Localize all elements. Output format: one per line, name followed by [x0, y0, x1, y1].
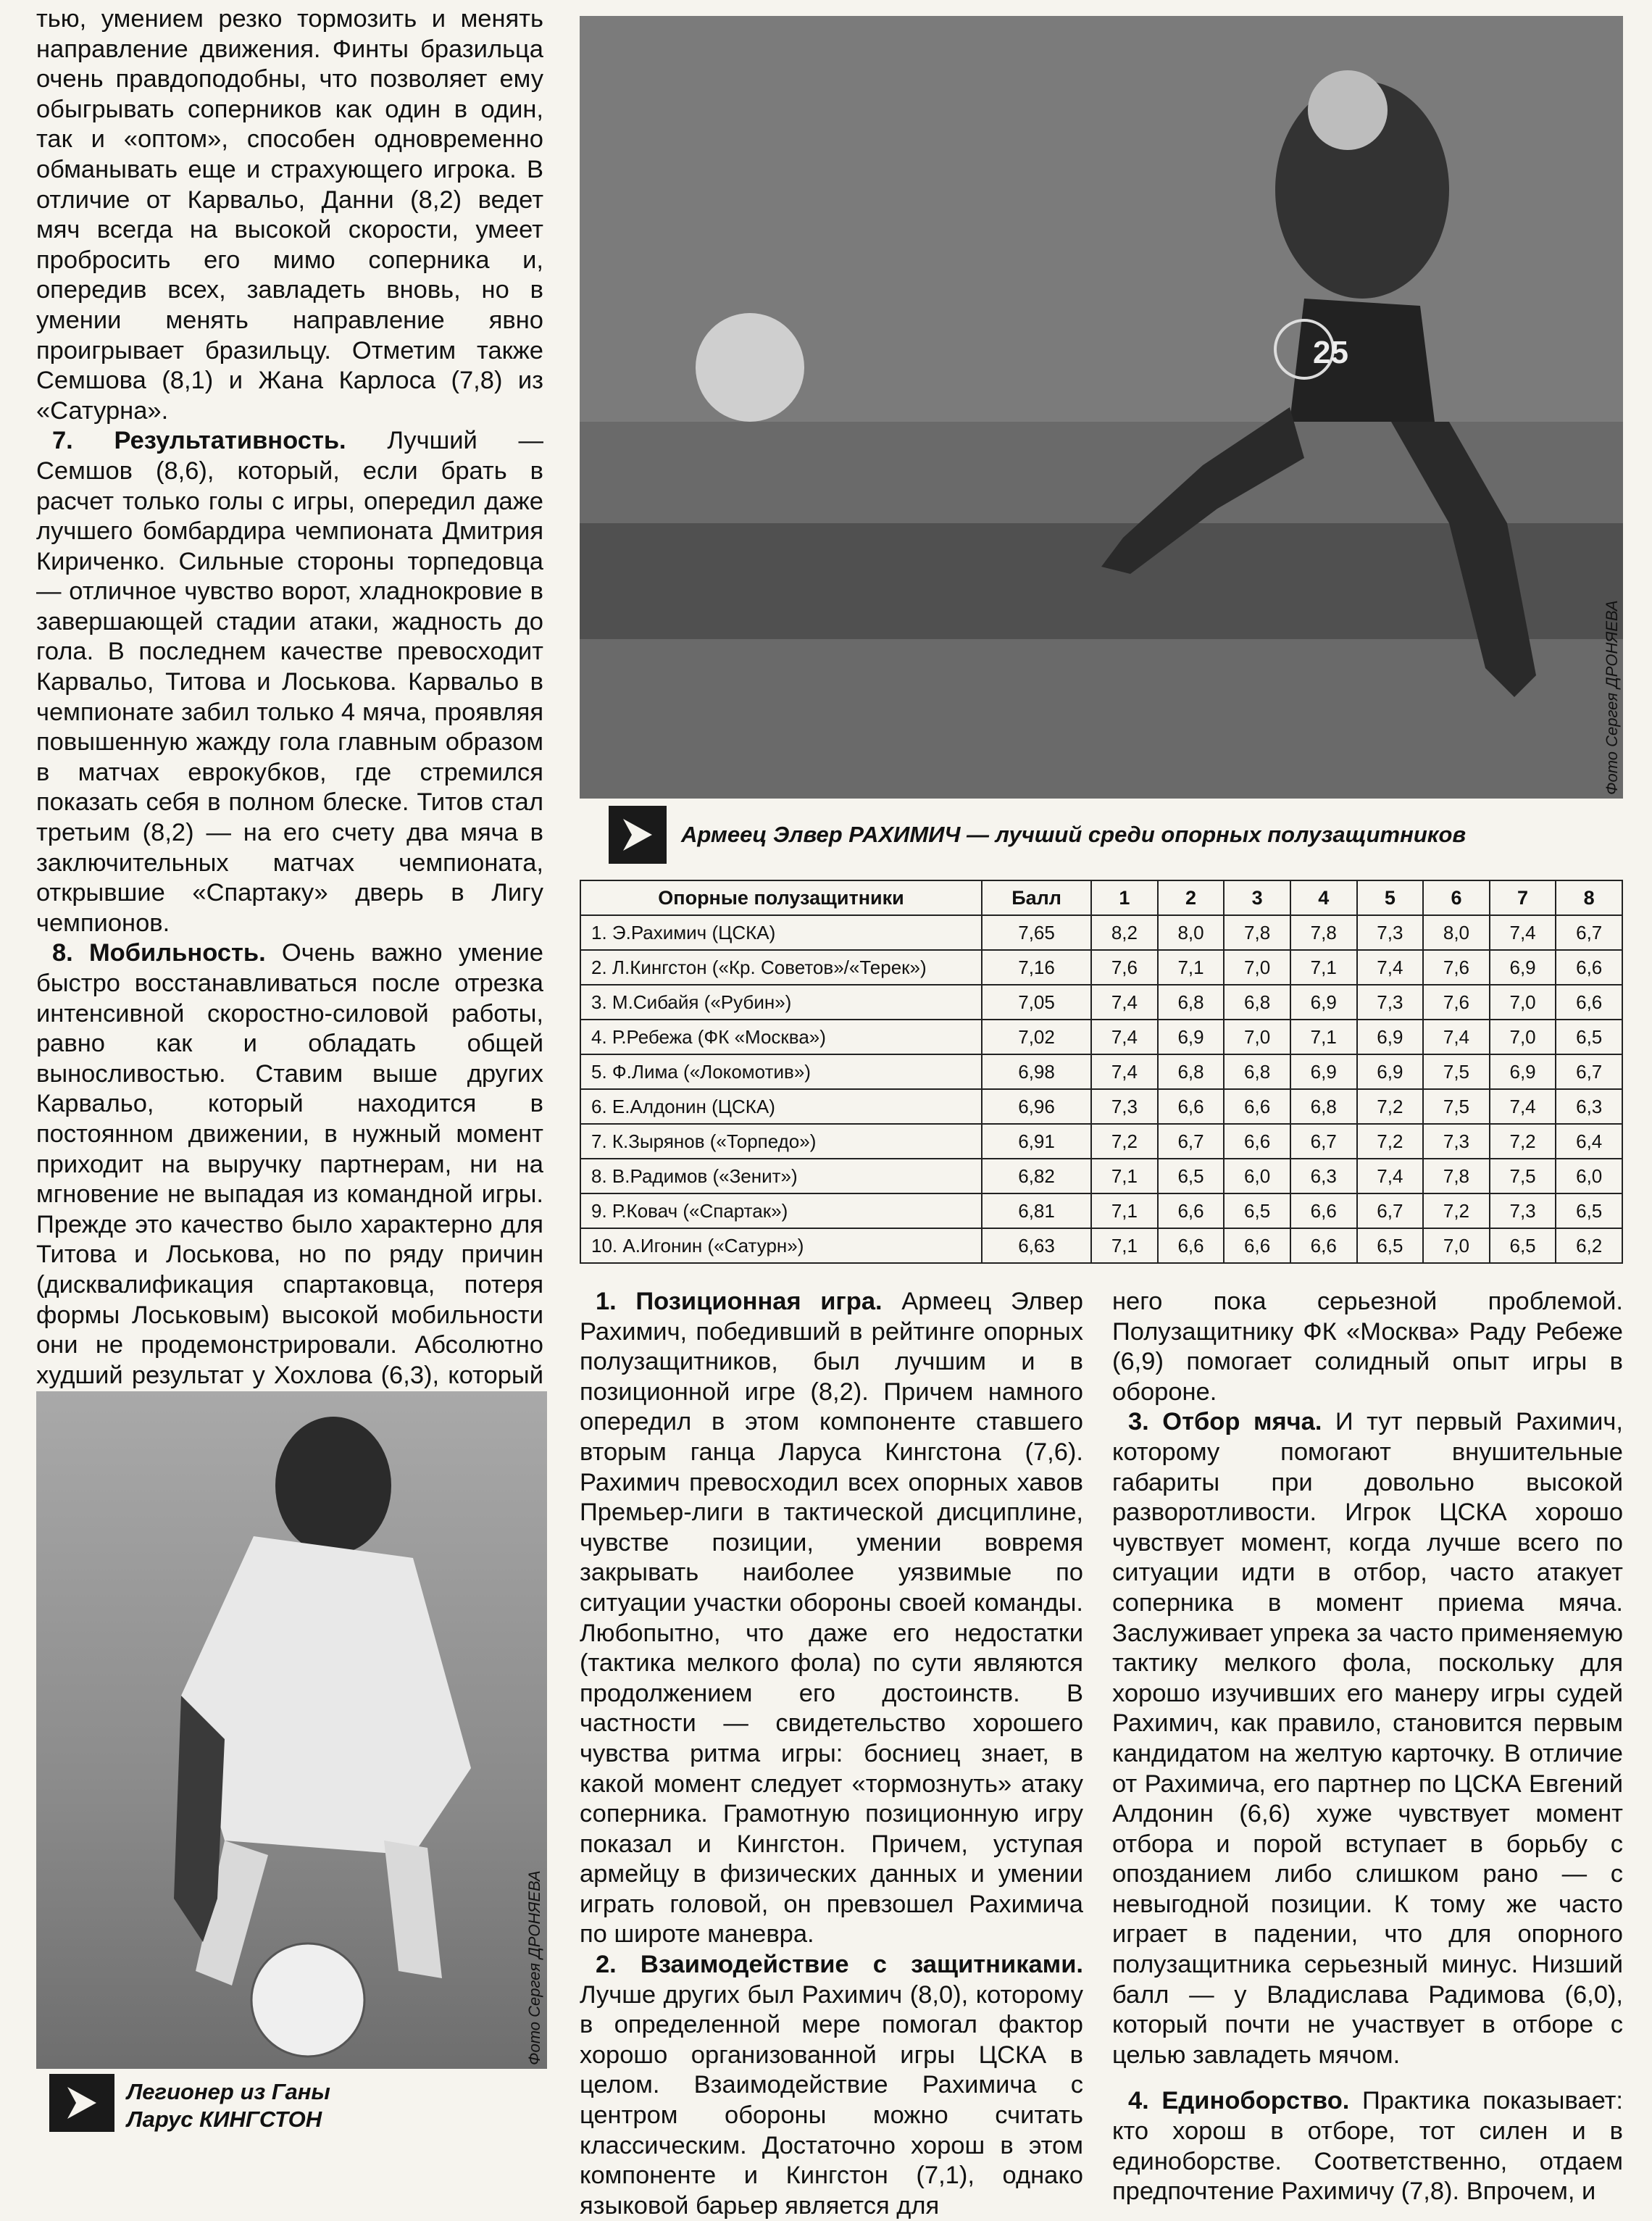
rating-cell: 6,9 [1357, 1054, 1424, 1089]
rating-cell: 6,8 [1224, 985, 1290, 1020]
rating-cell: 7,16 [982, 950, 1091, 985]
rating-cell: 6,3 [1290, 1159, 1357, 1193]
rating-cell: 7,4 [1091, 1020, 1158, 1054]
section-heading-duels: 4. Единоборство. [1128, 2087, 1350, 2115]
player-name-cell: 4. Р.Ребежа (ФК «Москва») [580, 1020, 982, 1054]
rating-cell: 6,9 [1490, 950, 1556, 985]
rating-cell: 6,8 [1224, 1054, 1290, 1089]
rating-cell: 7,8 [1423, 1159, 1490, 1193]
paragraph-mobility [36, 938, 543, 1451]
column-header: Опорные полузащитники [580, 880, 982, 915]
rating-cell: 7,5 [1423, 1089, 1490, 1124]
paragraph-duels-text: Практика показывает: кто хорош в отборе, тот силен и в единоборстве. Соответственно, отдаем предпочтение Рахимичу (7,8). Впрочем, и [1112, 2087, 1623, 2206]
paragraph-tackling-text: И тут первый Рахимич, которому помогают внушительные габариты при довольно высокой разворотливости. Игрок ЦСКА хорошо чувствует момент, когда лучше всего по ситуации идти в отбор, часто атакует соперника в момент приема мяча. Заслуживает упрека за часто применяемую тактику мелкого фола, поскольку для хорошо изучивших его манеру игры судей Рахимич, как правило, становится первым кандидатом на желтую карточку. В отличие от Рахимича, его партнер по ЦСКА Евгений Алдонин (6,6) хуже чувствует момент отбора и порой вступает в борьбу с опозданием либо слишком рано — с невыгодной позиции. К тому же часто играет в падении, что для опорного полузащитника серьезный минус. Низший балл — у Владислава Радимова (6,0), который почти не участвует в отборе с целью завладеть мячом. [1112, 1408, 1623, 2069]
ratings-table [580, 880, 1623, 1264]
rating-cell: 6,2 [1556, 1228, 1622, 1263]
table-row [580, 1054, 1622, 1089]
paragraph-tackling [1112, 1407, 1623, 2070]
rating-cell: 7,0 [1490, 985, 1556, 1020]
paragraph-positional [580, 1287, 1083, 1950]
photo-kingston [36, 1391, 547, 2069]
right-column [1112, 1287, 1623, 2207]
rating-cell: 6,9 [1490, 1054, 1556, 1089]
rating-cell: 6,9 [1290, 1054, 1357, 1089]
rating-cell: 6,9 [1357, 1020, 1424, 1054]
rating-cell: 7,3 [1091, 1089, 1158, 1124]
paragraph-results [36, 426, 543, 938]
rating-cell: 6,6 [1158, 1228, 1225, 1263]
column-header: 2 [1158, 880, 1225, 915]
rating-cell: 6,7 [1158, 1124, 1225, 1159]
rating-cell: 6,6 [1290, 1193, 1357, 1228]
column-header: 5 [1357, 880, 1424, 915]
rating-cell: 6,9 [1158, 1020, 1225, 1054]
rating-cell: 6,6 [1556, 985, 1622, 1020]
photo-kingston-illustration [36, 1391, 547, 2069]
rating-cell: 6,6 [1224, 1124, 1290, 1159]
paragraph-interaction [580, 1950, 1083, 2221]
column-header: 8 [1556, 880, 1622, 915]
section-heading-positional: 1. Позиционная игра. [596, 1288, 883, 1315]
rating-cell: 6,81 [982, 1193, 1091, 1228]
rating-cell: 7,8 [1224, 915, 1290, 950]
arrow-marker-icon [609, 806, 667, 864]
rating-cell: 7,3 [1490, 1193, 1556, 1228]
player-name-cell: 5. Ф.Лима («Локомотив») [580, 1054, 982, 1089]
paragraph-mobility-text: Очень важно умение быстро восстанавливаться после отрезка интенсивной скоростно-силовой работы, равно как и обладать общей выносливостью. Ставим выше других Карвальо, который находится в постоянном движении, в нужный момент приходит на выручку партнерам, ни на мгновение не выпадая из командной игры. Прежде это качество было характерно для Титова и Лоськова, но по ряду причин (дисквалификация спартаковца, потеря формы Лоськовым) высокой мобильности они не продемонстрировали. Абсолютно худший результат у Хохлова (6,3), который [36, 939, 543, 1389]
rating-cell: 7,4 [1490, 915, 1556, 950]
section-heading-mobility: 8. Мобильность. [52, 939, 266, 967]
photo-credit: Фото Сергея ДРОНЯЕВА [525, 1870, 543, 2065]
photo-caption-line2: Ларус КИНГСТОН [127, 2107, 322, 2132]
rating-cell: 7,4 [1091, 1054, 1158, 1089]
player-name-cell: 2. Л.Кингстон («Кр. Советов»/«Терек») [580, 950, 982, 985]
photo-caption [127, 2078, 533, 2133]
rating-cell: 6,96 [982, 1089, 1091, 1124]
rating-cell: 6,6 [1556, 950, 1622, 985]
rating-cell: 7,1 [1091, 1193, 1158, 1228]
paragraph-results-text: Лучший — Семшов (8,6), который, если брать в расчет только голы с игры, опередил даже лучшего бомбардира чемпионата Дмитрия Кириченко. Сильные стороны торпедовца — отличное чувство ворот, хладнокровие в завершающей стадии атаки, жадность до гола. В последнем качестве превосходит Карвальо, Титова и Лоськова. Карвальо в чемпионате забил только 4 мяча, проявляя повышенную жажду гола главным образом в матчах еврокубков, где стремился показать себя в полном блеске. Титов стал третьим (8,2) — на его счету два мяча в заключительных матчах чемпионата, открывшие «Спартаку» дверь в Лигу чемпионов. [36, 427, 543, 937]
rating-cell: 8,0 [1423, 915, 1490, 950]
rating-cell: 6,6 [1158, 1193, 1225, 1228]
rating-cell: 6,5 [1224, 1193, 1290, 1228]
rating-cell: 7,1 [1290, 1020, 1357, 1054]
rating-cell: 7,0 [1224, 1020, 1290, 1054]
rating-cell: 6,5 [1556, 1020, 1622, 1054]
rating-cell: 6,0 [1556, 1159, 1622, 1193]
rating-cell: 7,0 [1490, 1020, 1556, 1054]
table-row [580, 1228, 1622, 1263]
table-row [580, 985, 1622, 1020]
column-header: 7 [1490, 880, 1556, 915]
section-heading-tackling: 3. Отбор мяча. [1128, 1408, 1322, 1436]
rating-cell: 7,2 [1490, 1124, 1556, 1159]
table-row [580, 1159, 1622, 1193]
rating-cell: 6,4 [1556, 1124, 1622, 1159]
rating-cell: 7,1 [1091, 1228, 1158, 1263]
rating-cell: 7,0 [1423, 1228, 1490, 1263]
jersey-number: 25 [1313, 335, 1348, 370]
rating-cell: 6,5 [1357, 1228, 1424, 1263]
rating-cell: 8,2 [1091, 915, 1158, 950]
column-header: 1 [1091, 880, 1158, 915]
rating-cell: 7,6 [1091, 950, 1158, 985]
player-name-cell: 9. Р.Ковач («Спартак») [580, 1193, 982, 1228]
paragraph-interaction-text: Лучше других был Рахимич (8,0), которому в определенной мере помогал фактор хорошо организованной игры ЦСКА в целом. Взаимодействие Рахимича с центром обороны можно считать классическим. Достаточно хорош в этом компоненте и Кингстон (7,1), однако языковой барьер является для [580, 1980, 1083, 2220]
rating-cell: 7,6 [1423, 950, 1490, 985]
rating-cell: 7,2 [1091, 1124, 1158, 1159]
rating-cell: 7,3 [1423, 1124, 1490, 1159]
column-header: 4 [1290, 880, 1357, 915]
rating-cell: 7,1 [1091, 1159, 1158, 1193]
rating-cell: 6,7 [1556, 915, 1622, 950]
table-body [580, 915, 1622, 1263]
column-header: 3 [1224, 880, 1290, 915]
column-header: 6 [1423, 880, 1490, 915]
rating-cell: 6,5 [1556, 1193, 1622, 1228]
column-header: Балл [982, 880, 1091, 915]
table-row [580, 950, 1622, 985]
rating-cell: 6,6 [1224, 1089, 1290, 1124]
rating-cell: 6,63 [982, 1228, 1091, 1263]
table-row [580, 1020, 1622, 1054]
rating-cell: 6,91 [982, 1124, 1091, 1159]
rating-cell: 6,5 [1158, 1159, 1225, 1193]
paragraph-continuation: тью, умением резко тормозить и менять направление движения. Финты бразильца очень правдоподобны, что позволяет ему обыгрывать соперников как один в один, так и «оптом», способен одновременно обманывать еще и страхующего игрока. В отличие от Карвальо, Данни (8,2) ведет мяч всегда на высокой скорости, умеет пробросить его мимо соперника и, опередив всех, завладеть вновь, но в умении менять направление явно проигрывает бразильцу. Отметим также Семшова (8,1) и Жана Карлоса (7,8) из «Сатурна». [36, 5, 543, 425]
rating-cell: 7,1 [1290, 950, 1357, 985]
rating-cell: 6,6 [1290, 1228, 1357, 1263]
rating-cell: 7,1 [1158, 950, 1225, 985]
rating-cell: 6,6 [1224, 1228, 1290, 1263]
rating-cell: 6,7 [1290, 1124, 1357, 1159]
rating-cell: 7,3 [1357, 915, 1424, 950]
middle-column [580, 1287, 1083, 2221]
paragraph-positional-text: Армеец Элвер Рахимич, победивший в рейтинге опорных полузащитников, был лучшим и в позиционной игре (8,2). Причем намного опередил в этом компоненте ставшего вторым ганца Ларуса Кингстона (7,6). Рахимич превосходил всех опорных хавов Премьер-лиги в тактической дисциплине, чувстве позиции, умении вовремя закрывать наиболее уязвимые по ситуации участки обороны своей команды. Любопытно, что даже его недостатки (тактика мелкого фола) по сути являются продолжением его достоинств. В частности — свидетельство хорошего чувства ритма игры: босниец знает, в какой момент следует «тормознуть» атаку соперника. Грамотную позиционную игру показал и Кингстон. Причем, уступая армейцу в физических данных и умении играть головой, он превзошел Рахимича по широте маневра. [580, 1288, 1083, 1949]
rating-cell: 7,02 [982, 1020, 1091, 1054]
rating-cell: 7,2 [1423, 1193, 1490, 1228]
table-row [580, 915, 1622, 950]
rating-cell: 7,4 [1357, 1159, 1424, 1193]
player-name-cell: 10. А.Игонин («Сатурн») [580, 1228, 982, 1263]
rating-cell: 6,6 [1158, 1089, 1225, 1124]
photo-credit: Фото Сергея ДРОНЯЕВА [1603, 600, 1621, 795]
rating-cell: 6,3 [1556, 1089, 1622, 1124]
paragraph-continuation: него пока серьезной проблемой. Полузащитнику ФК «Москва» Раду Ребеже (6,9) помогает солидный опыт игры в обороне. [1112, 1288, 1623, 1406]
rating-cell: 6,8 [1158, 985, 1225, 1020]
table-header-row [580, 880, 1622, 915]
rating-cell: 7,4 [1091, 985, 1158, 1020]
rating-cell: 7,65 [982, 915, 1091, 950]
photo-rakhimich [580, 16, 1623, 799]
rating-cell: 6,8 [1290, 1089, 1357, 1124]
rating-cell: 7,4 [1490, 1089, 1556, 1124]
left-column [36, 4, 543, 1451]
rating-cell: 6,5 [1490, 1228, 1556, 1263]
photo-rakhimich-illustration [580, 16, 1623, 799]
rating-cell: 7,5 [1423, 1054, 1490, 1089]
rating-cell: 8,0 [1158, 915, 1225, 950]
rating-cell: 6,8 [1158, 1054, 1225, 1089]
player-name-cell: 1. Э.Рахимич (ЦСКА) [580, 915, 982, 950]
section-heading-results: 7. Результативность. [52, 427, 346, 455]
table-row [580, 1193, 1622, 1228]
rating-cell: 6,7 [1556, 1054, 1622, 1089]
section-heading-interaction: 2. Взаимодействие с защитниками. [596, 1951, 1083, 1979]
photo-caption: Армеец Элвер РАХИМИЧ — лучший среди опорных полузащитников [681, 822, 1467, 847]
rating-cell: 7,5 [1490, 1159, 1556, 1193]
rating-cell: 6,7 [1357, 1193, 1424, 1228]
rating-cell: 7,05 [982, 985, 1091, 1020]
arrow-marker-icon [49, 2074, 114, 2132]
table-row [580, 1089, 1622, 1124]
rating-cell: 6,82 [982, 1159, 1091, 1193]
rating-cell: 7,0 [1224, 950, 1290, 985]
player-name-cell: 6. Е.Алдонин (ЦСКА) [580, 1089, 982, 1124]
player-name-cell: 8. В.Радимов («Зенит») [580, 1159, 982, 1193]
photo-caption-line1: Легионер из Ганы [127, 2079, 330, 2104]
rating-cell: 7,2 [1357, 1124, 1424, 1159]
rating-cell: 6,0 [1224, 1159, 1290, 1193]
rating-cell: 7,6 [1423, 985, 1490, 1020]
table-row [580, 1124, 1622, 1159]
rating-cell: 6,9 [1290, 985, 1357, 1020]
rating-cell: 7,4 [1357, 950, 1424, 985]
rating-cell: 6,98 [982, 1054, 1091, 1089]
rating-cell: 7,8 [1290, 915, 1357, 950]
paragraph-duels [1112, 2086, 1623, 2207]
rating-cell: 7,2 [1357, 1089, 1424, 1124]
rating-cell: 7,4 [1423, 1020, 1490, 1054]
player-name-cell: 3. М.Сибайя («Рубин») [580, 985, 982, 1020]
player-name-cell: 7. К.Зырянов («Торпедо») [580, 1124, 982, 1159]
rating-cell: 7,3 [1357, 985, 1424, 1020]
